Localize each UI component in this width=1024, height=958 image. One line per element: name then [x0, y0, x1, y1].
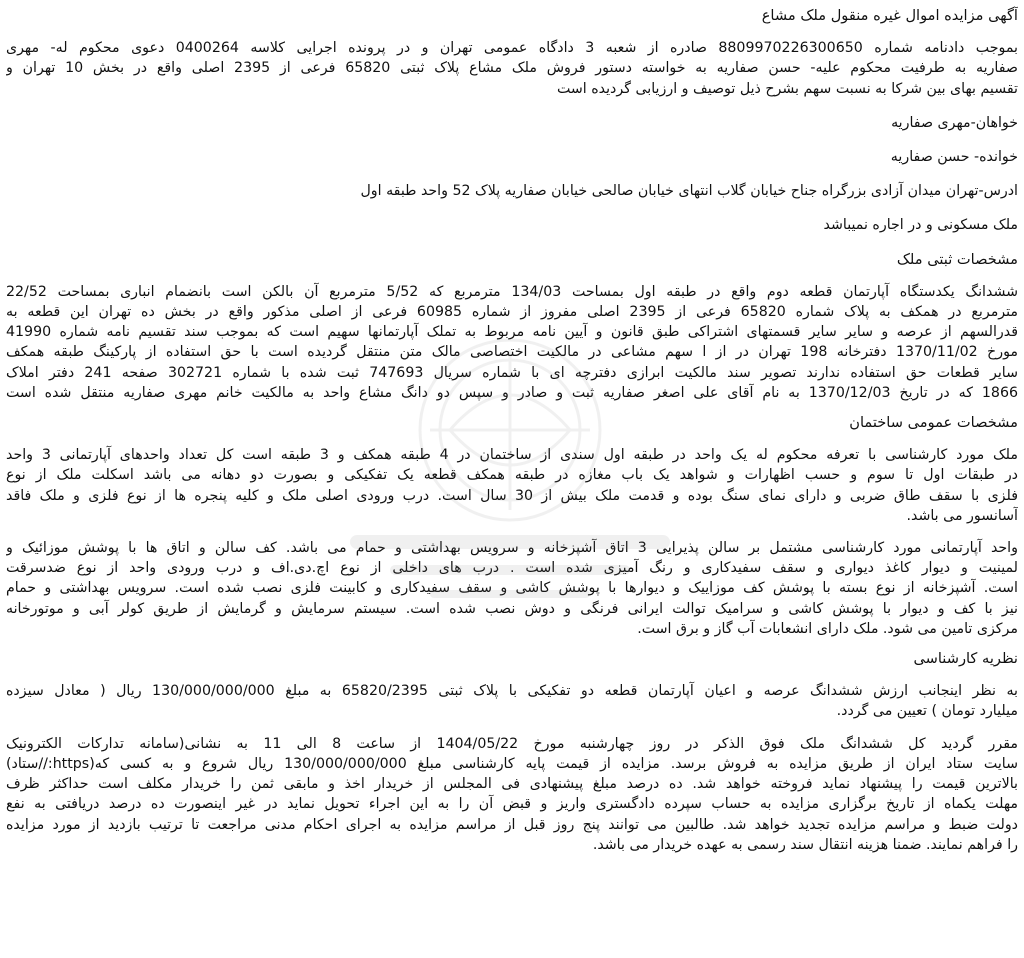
building-line: آسانسور می باشد.	[906, 507, 1018, 524]
auction-line: مهلت یکماه از تاریخ برگزاری مزایده به حساب سپرده دادگستری واریز و قبض آن را به این اجراء تحویل نماید در غیر اینصورت ده درصد دریافتی به نفع	[6, 796, 1018, 813]
unit-line: مرکزی تامین می شود. ملک دارای انشعابات آب گاز و برق است.	[637, 620, 1018, 637]
plaintiff-line: خواهان-مهری صفاریه	[891, 114, 1018, 131]
intro-line: صفاریه به طرفیت محکوم علیه- حسن صفاریه به خواسته دستور فروش ملک مشاع پلاک ثبتی 65820 فرعی از 2395 اصلی واقع در بخش 10 تهران و	[6, 60, 1018, 77]
auction-line: را فراهم نمایند. ضمنا هزینه انتقال سند رسمی به عهده خریدار می باشد.	[592, 836, 1018, 853]
unit-line: واحد آپارتمانی مورد کارشناسی مشتمل بر سالن پذیرایی 3 اتاق آشپزخانه و سرویس بهداشتی و حمام می باشد. کف سالن و اتاق ها با پوشش موزائیک و	[6, 540, 1018, 557]
registry-paragraph	[6, 282, 1018, 403]
registry-line: مترمربع در همکف به پلاک شماره 65820 فرعی از 2395 اصلی مفروز از شماره 60985 فرعی از اصلی مذکور واقع در بخش ده تهران این قطعه به	[6, 304, 1018, 321]
expert-line: میلیارد تومان ) تعیین می گردد.	[836, 703, 1018, 720]
building-line: ملک مورد کارشناسی با تعرفه محکوم له یک واحد در طبقه اول سندی از ساختمان در 4 طبقه همکف و 3 طبقه است کل تعداد واحدهای آپارتمانی 3 واحد	[6, 447, 1018, 464]
unit-line: است. آشپزخانه از نوع بسته با پوشش کف موزاییک و دیوارها با پوشش کاشی و سقف سفیدکاری و کابینت فلزی نصب شده است. سرویس بهداشتی و حمام	[6, 580, 1018, 597]
address-line: ادرس-تهران میدان آزادی بزرگراه جناح خیابان گلاب انتهای خیابان صالحی خیابان صفاریه پلاک 52 واحد طبقه اول	[360, 183, 1018, 200]
auction-paragraph	[6, 734, 1018, 855]
notice-title: آگهی مزایده اموال غیره منقول ملک مشاع	[761, 7, 1018, 24]
building-paragraph	[6, 445, 1018, 526]
expert-line: به نظر اینجانب ارزش ششدانگ عرصه و اعیان آپارتمان قطعه دو تفکیکی با پلاک ثبتی 65820/2395 به مبلغ 130/000/000/000 ریال ( معادل سیزده	[6, 683, 1018, 700]
unit-paragraph	[6, 538, 1018, 639]
unit-line: لمینیت و دیوار کاغذ دیواری و سقف سفیدکاری و رنگ آمیزی شده است . درب های داخلی از نوع اچ.دی.اف و درب ورودی واحد از نوع ضدسرقت	[6, 560, 1018, 577]
building-line: فلزی با سقف طاق ضربی و دارای نمای سنگ بوده و قدمت ملک بیش از 30 سال است. درب ورودی اصلی ملک و کلیه پنجره ها از نوع فلزی و ملک فاقد	[6, 487, 1018, 504]
registry-line: 1866 که در تاریخ 1370/12/03 به نام آقای علی اصغر صفاریه ثبت و صادر و سپس دو دانگ مشاع واحد به مالکیت خانم مهری صفاریه منتقل شده است	[6, 384, 1018, 401]
registry-line: سایر قطعات حق استفاده ندارند تصویر سند مالکیت ابرازی دفترچه ای با شماره سریال 747693 ثبت شده با شماره 302721 صفحه 241 دفتر املاک	[6, 364, 1018, 381]
intro-line: بموجب دادنامه شماره 880997022630065‌0 صادره از شعبه 3 دادگاه عمومی تهران و در پرونده اجرایی کلاسه 0400264 دعوی محکوم له- مهری	[6, 40, 1018, 57]
building-heading: مشخصات عمومی ساختمان	[849, 414, 1018, 432]
auction-line: دولت ضبط و مراسم مزایده تجدید خواهد شد. طالبین می توانند پنج روز قبل از مراسم مزایده به اجرای احکام مدنی مراجعت تا ترتیب بازدید از مورد مزایده	[6, 816, 1018, 833]
usage-line: ملک مسکونی و در اجاره نمیباشد	[823, 217, 1018, 234]
auction-line: سایت ستاد ایران از طریق مزایده به فروش برسد. مزایده از قیمت پایه کارشناسی مبلغ 130/000/000/000 ریال شروع و به کسی که(https://ستاد)	[6, 755, 1018, 772]
notice-document	[6, 6, 1018, 954]
auction-line: بالاترین قیمت را پیشنهاد نماید فروخته خواهد شد. ده درصد مبلغ پیشنهادی فی المجلس از خریدار اخذ و مابقی ثمن را خریدار مکلف است حداکثر ظرف	[6, 776, 1018, 793]
auction-line: مقرر گردید کل ششدانگ ملک فوق الذکر در روز چهارشنبه مورخ 1404/05/22 از ساعت 8 الی 11 به نشانی(سامانه تدارکات الکترونیک	[6, 735, 1018, 752]
registry-line: قدرالسهم از عرصه و سایر سایر قسمتهای اشتراکی طبق قانون و آیین نامه مربوط به تملک آپارتمانها سهیم است که بموجب سند تقسیم نامه شماره 41990	[6, 324, 1018, 341]
building-line: در طبقات اول تا سوم و حسب اظهارات و شواهد یک باب مغازه در طبقه همکف قطعه یک تفکیکی و بصورت دو دهانه می باشد اسکلت ملک از نوع	[6, 467, 1018, 484]
registry-line: ششدانگ یکدستگاه آپارتمان قطعه دوم واقع در طبقه اول بمساحت 134/03 مترمربع که 5/52 مترمربع آن بالکن است بانضمام انباری بمساحت 22/52	[6, 283, 1018, 300]
intro-paragraph	[6, 38, 1018, 99]
registry-line: مورخ 1370/11/02 دفترخانه 198 تهران در از ا سهم مشاعی در مالکیت اختصاصی مالک متن منتقل گردیده است با حق استفاده از پارکینگ طبقه همکف	[6, 344, 1018, 361]
registry-heading: مشخصات ثبتی ملک	[896, 250, 1018, 268]
expert-paragraph	[6, 681, 1018, 721]
unit-line: نیز با کف و دیوار با پوشش کاشی و سرامیک توالت ایرانی فرنگی و دوش نصب شده است. سیستم سرمایش و گرمایش از طریق کولر آبی و موتورخانه	[6, 600, 1018, 617]
intro-line: تقسیم بهای بین شرکا به نسبت سهم بشرح ذیل توصیف و ارزیابی گردیده است	[556, 80, 1018, 97]
defendant-line: خوانده- حسن صفاریه	[890, 149, 1018, 166]
expert-heading: نظریه کارشناسی	[913, 650, 1018, 668]
